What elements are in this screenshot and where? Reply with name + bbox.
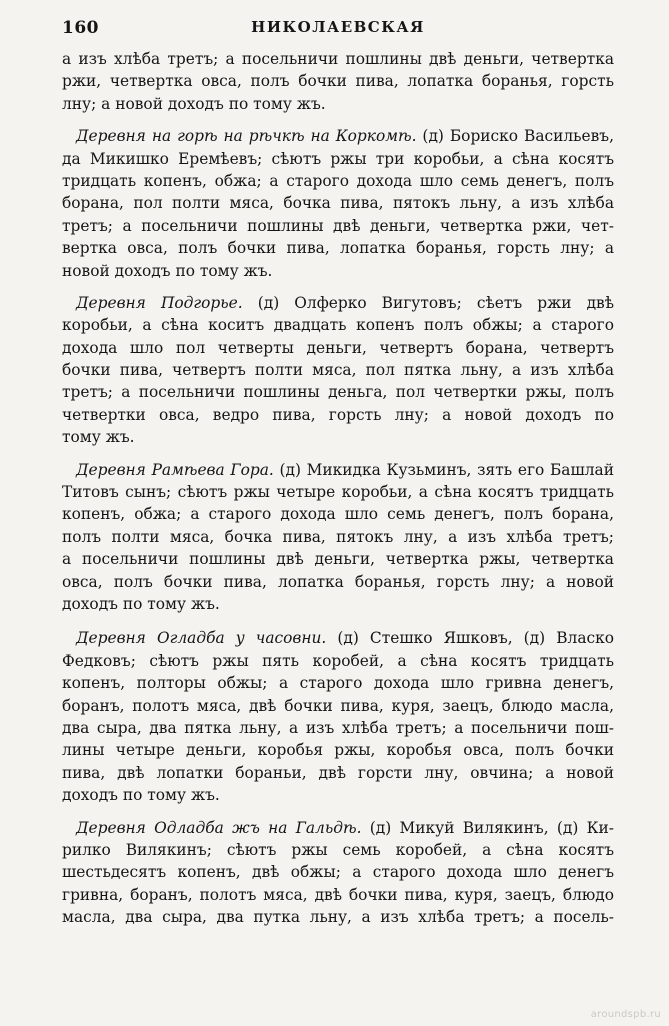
text-line: два сыра, два пятка льну, а изъ хлѣба третъ; а посельничи пош- — [62, 718, 614, 737]
paragraph-village-entry — [62, 627, 614, 806]
text-line: копенъ, обжа; а старого дохода шло семь денегъ, полъ борана, — [62, 505, 614, 524]
text-line: новой доходъ по тому жъ. — [62, 261, 273, 280]
text-line: вертка овса, полъ бочки пива, лопатка боранья, горсть лну; а — [62, 239, 614, 258]
text-line: овса, полъ бочки пива, лопатка боранья, горсть лну; а новой — [62, 572, 614, 591]
text-line: третъ; а посельничи пошлины двѣ деньги, четвертка ржи, чет- — [62, 216, 614, 235]
text-line — [62, 627, 614, 649]
village-name: Деревня на горѣ на рѣчкѣ на Коркомѣ. — [76, 127, 417, 146]
paragraph-village-entry — [62, 817, 614, 929]
text-line: гривна, боранъ, полотъ мяса, двѣ бочки пива, куря, заецъ, блюдо — [62, 885, 614, 904]
text-line: тому жъ. — [62, 428, 135, 447]
village-name: Деревня Огладба у часовни. — [76, 629, 327, 648]
text-line — [62, 817, 614, 839]
text-line: да Микишко Еремѣевъ; сѣютъ ржы три коробьи, а сѣна косятъ — [62, 149, 614, 168]
text-line: рилко Вилякинъ; сѣютъ ржы семь коробей, а сѣна косятъ — [62, 840, 614, 859]
text-fragment: (д) Стешко Яшковъ, (д) Власко — [326, 629, 614, 648]
text-line: пива, двѣ лопатки бораньи, двѣ горсти лну, овчина; а новой — [62, 763, 614, 782]
text-line: Титовъ сынъ; сѣютъ ржы четыре коробьи, а сѣна косятъ тридцать — [62, 483, 614, 502]
text-line: борана, пол полти мяса, бочка пива, пятокъ льну, а изъ хлѣба — [62, 194, 614, 213]
paragraph-village-entry — [62, 459, 614, 616]
text-line: коробьи, а сѣна коситъ двадцать копенъ полъ обжы; а старого — [62, 316, 614, 335]
village-name: Деревня Рамѣева Гора. — [76, 460, 274, 479]
text-line: масла, два сыра, два путка льну, а изъ хлѣба третъ; а посель- — [62, 908, 614, 927]
paragraph-village-entry — [62, 125, 614, 282]
text-line: лины четыре деньги, коробья ржы, коробья овса, полъ бочки — [62, 741, 614, 760]
text-line: полъ полти мяса, бочка пива, пятокъ лну, а изъ хлѣба третъ; — [62, 527, 614, 546]
text-line: а посельничи пошлины двѣ деньги, четвертка ржы, четвертка — [62, 550, 614, 569]
text-line: ржи, четвертка овса, полъ бочки пива, лопатка боранья, горсть — [62, 72, 614, 91]
text-line: тридцать копенъ, обжа; а старого дохода шло семь денегъ, полъ — [62, 171, 614, 190]
text-fragment: (д) Олферко Вигутовъ; сѣетъ ржи двѣ — [242, 293, 614, 312]
watermark: aroundspb.ru — [590, 1009, 661, 1020]
text-line: Федковъ; сѣютъ ржы пять коробей, а сѣна косятъ тридцать — [62, 651, 614, 670]
text-line: лну; а новой доходъ по тому жъ. — [62, 94, 326, 113]
text-line: копенъ, полторы обжы; а старого дохода шло гривна денегъ, — [62, 674, 614, 693]
paragraph-village-entry — [62, 292, 614, 449]
text-fragment: (д) Микуй Вилякинъ, (д) Ки- — [361, 818, 614, 837]
body-text — [62, 48, 614, 928]
running-head — [62, 18, 614, 40]
text-line: боранъ, полотъ мяса, двѣ бочки пива, куря, заецъ, блюдо масла, — [62, 696, 614, 715]
text-fragment: (д) Бориско Васильевъ, — [416, 127, 614, 146]
text-line: доходъ по тому жъ. — [62, 594, 220, 613]
running-title: НИКОЛАЕВСКАЯ — [251, 18, 425, 36]
text-line: а изъ хлѣба третъ; а посельничи пошлины двѣ деньги, четвертка — [62, 50, 614, 68]
text-line — [62, 292, 614, 314]
paragraph-continuation — [62, 48, 614, 115]
text-line: третъ; а посельничи пошлины деньга, пол четвертки ржы, полъ — [62, 383, 614, 402]
village-name: Деревня Одладба жъ на Гальдѣ. — [76, 818, 362, 837]
text-line: дохода шло пол четверты деньги, четвертъ борана, четвертъ — [62, 338, 614, 357]
village-name: Деревня Подгорье. — [76, 293, 243, 312]
page-number: 160 — [62, 18, 99, 38]
text-fragment: (д) Микидка Кузьминъ, зять его Башлай — [273, 460, 614, 479]
text-line — [62, 125, 614, 147]
text-line: шестьдесятъ копенъ, двѣ обжы; а старого дохода шло денегъ — [62, 863, 614, 882]
text-line: доходъ по тому жъ. — [62, 786, 220, 805]
text-line: четвертки овса, ведро пива, горсть лну; а новой доходъ по — [62, 405, 614, 424]
text-line: бочки пива, четвертъ полти мяса, пол пятка льну, а изъ хлѣба — [62, 361, 614, 380]
text-line — [62, 459, 614, 481]
